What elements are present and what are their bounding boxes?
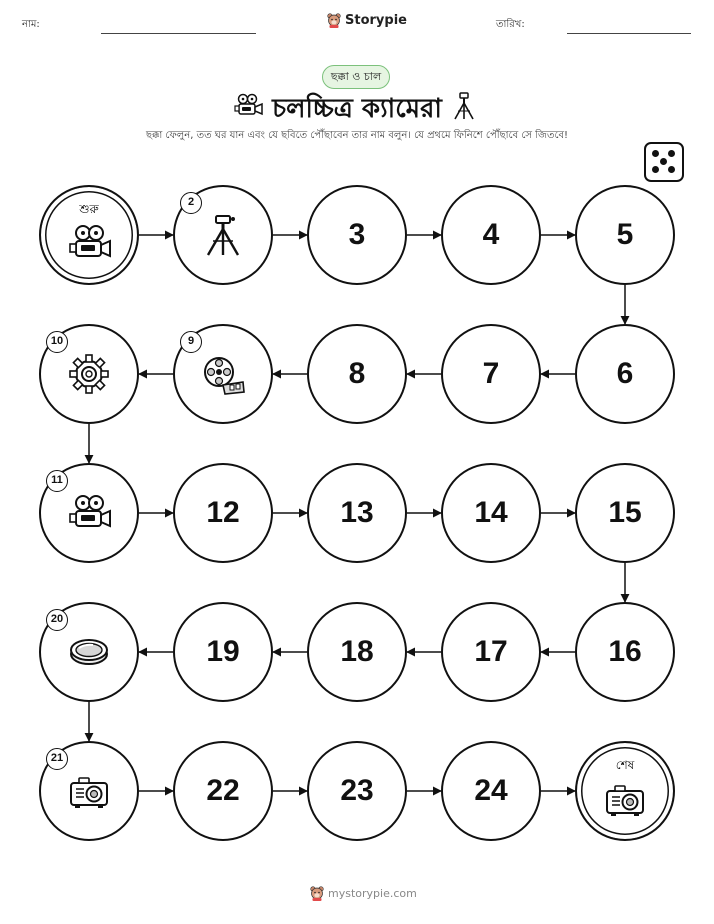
cell-number: 6 — [616, 357, 634, 390]
cell-number: 7 — [482, 357, 500, 390]
board-cell-9 — [173, 324, 273, 424]
dice-pip — [660, 158, 667, 165]
dice-pip — [652, 150, 659, 157]
bear-logo-icon — [327, 13, 341, 28]
start-cell — [39, 185, 139, 285]
cell-number-badge: 2 — [180, 192, 202, 214]
board-cell-6 — [575, 324, 675, 424]
board-cell-16 — [575, 602, 675, 702]
board-cell-13 — [307, 463, 407, 563]
cell-number: 5 — [616, 218, 634, 251]
cell-number: 24 — [474, 774, 508, 807]
board-cell-21 — [39, 741, 139, 841]
board-cell-14 — [441, 463, 541, 563]
brand-logo — [327, 13, 407, 28]
date-label: তারিখ: — [496, 19, 525, 30]
board-cell-3 — [307, 185, 407, 285]
cell-number-badge: 21 — [46, 748, 68, 770]
cell-number: 13 — [340, 496, 374, 529]
board-cell-2 — [173, 185, 273, 285]
tripod-icon — [452, 91, 476, 121]
instructions: ছক্কা ফেলুন, তত ঘর যান এবং যে ছবিতে পৌঁছাবেন তার নাম বলুন। যে প্রথমে ফিনিশে পৌঁছাবে সে জিতবে! — [145, 130, 569, 141]
cell-number: 16 — [608, 635, 642, 668]
cell-number: 8 — [348, 357, 366, 390]
cell-number-badge: 11 — [46, 470, 68, 492]
board-cell-11 — [39, 463, 139, 563]
film-reel-icon — [201, 352, 245, 396]
board-cell-8 — [307, 324, 407, 424]
cell-number: 15 — [608, 496, 642, 529]
tripod-icon — [201, 213, 245, 257]
movie-camera-icon — [67, 491, 111, 535]
board-cell-17 — [441, 602, 541, 702]
cell-number: 19 — [206, 635, 240, 668]
bear-logo-icon — [310, 886, 324, 901]
board-cell-5 — [575, 185, 675, 285]
date-line[interactable] — [567, 33, 691, 34]
brand-name: Storypie — [345, 13, 407, 28]
cell-number: 22 — [206, 774, 240, 807]
cell-number-badge: 20 — [46, 609, 68, 631]
page-title: চলচ্চিত্র ক্যামেরা — [272, 94, 442, 124]
board-cell-24 — [441, 741, 541, 841]
board-cell-20 — [39, 602, 139, 702]
board-cell-12 — [173, 463, 273, 563]
board-cell-15 — [575, 463, 675, 563]
board-cell-10 — [39, 324, 139, 424]
projector-icon — [603, 777, 647, 821]
dice-five-icon — [644, 142, 684, 182]
cell-number: 3 — [348, 218, 366, 251]
cell-number: 18 — [340, 635, 374, 668]
cell-number: 17 — [474, 635, 508, 668]
end-label: শেষ — [615, 758, 635, 772]
projector-icon — [67, 769, 111, 813]
cell-number: 23 — [340, 774, 374, 807]
dice-pip — [668, 166, 675, 173]
start-label: শুরু — [79, 202, 99, 216]
board-cell-4 — [441, 185, 541, 285]
end-cell — [575, 741, 675, 841]
board-cell-18 — [307, 602, 407, 702]
footer-site: mystorypie.com — [328, 887, 417, 900]
lens-icon — [67, 630, 111, 674]
cell-number-badge: 10 — [46, 331, 68, 353]
board-cell-19 — [173, 602, 273, 702]
cell-number: 4 — [482, 218, 500, 251]
gear-icon — [67, 352, 111, 396]
movie-camera-icon — [67, 221, 111, 265]
board-cell-7 — [441, 324, 541, 424]
footer — [310, 886, 417, 901]
board-cell-23 — [307, 741, 407, 841]
name-line[interactable] — [101, 33, 256, 34]
category-badge: ছক্কা ও চাল — [322, 65, 390, 89]
dice-pip — [668, 150, 675, 157]
name-label: নাম: — [22, 19, 40, 30]
cell-number: 12 — [206, 496, 240, 529]
dice-pip — [652, 166, 659, 173]
board-cell-22 — [173, 741, 273, 841]
cell-number: 14 — [474, 496, 508, 529]
cell-number-badge: 9 — [180, 331, 202, 353]
